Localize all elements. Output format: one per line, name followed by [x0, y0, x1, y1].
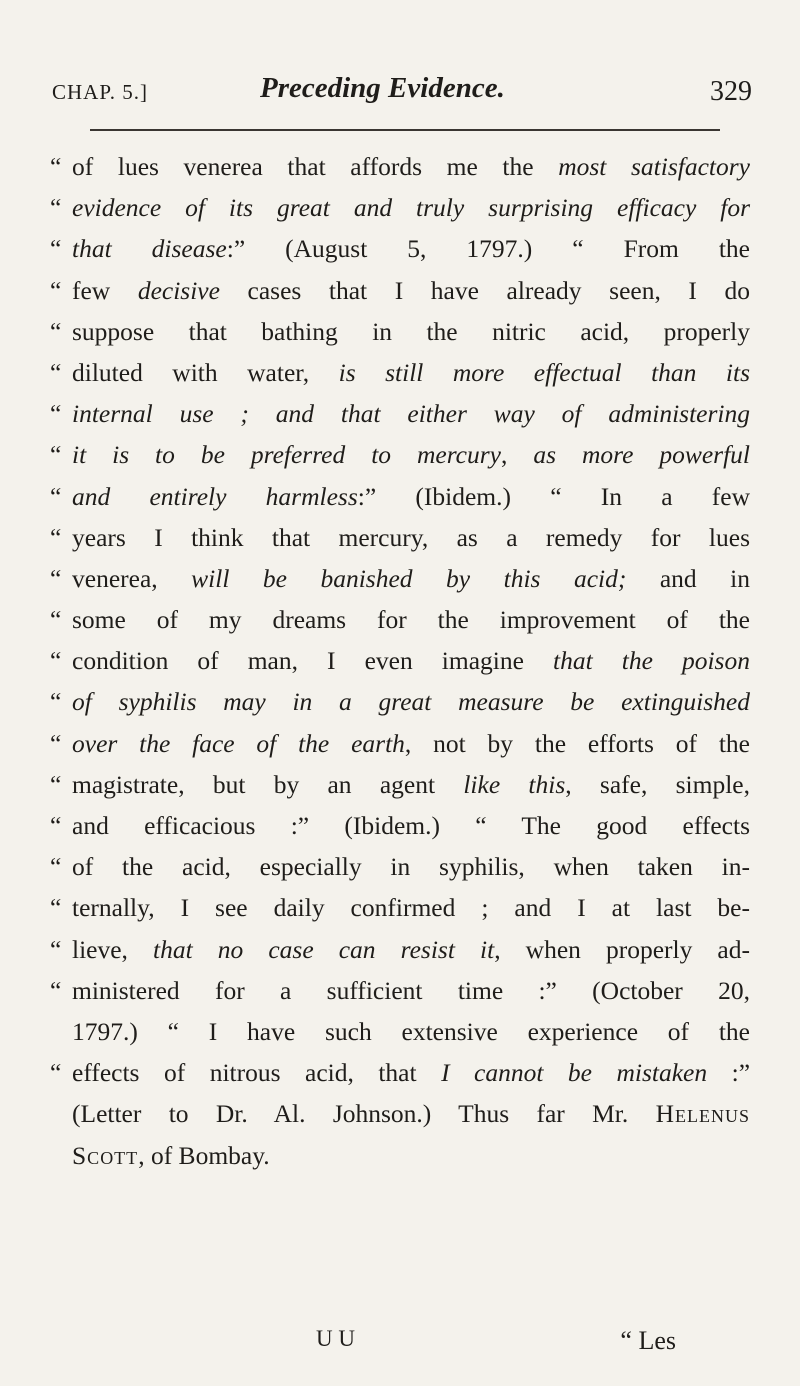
body-text	[50, 146, 750, 1176]
text-segment: magistrate, but by an agent	[72, 769, 464, 799]
text-line	[50, 1011, 750, 1052]
italic-segment: like this	[463, 769, 566, 799]
quote-mark	[50, 1093, 72, 1134]
text-segment: , safe, simple,	[565, 769, 750, 799]
quote-mark: “	[50, 646, 62, 676]
line-text	[72, 146, 750, 187]
text-line	[50, 970, 750, 1011]
line-text	[72, 434, 750, 475]
line-text	[72, 517, 750, 558]
text-segment: lieve,	[72, 934, 154, 964]
quote-mark: “	[50, 316, 62, 346]
text-line	[50, 434, 750, 475]
line-text	[72, 1093, 750, 1134]
italic-segment: that the poison	[553, 646, 750, 676]
text-segment: some of my dreams for the improvement of the	[72, 605, 750, 635]
text-line	[50, 723, 750, 764]
quote-mark: “	[50, 605, 62, 635]
quote-mark: “	[50, 934, 62, 964]
text-segment: and in	[626, 563, 750, 593]
text-segment: ,	[501, 440, 534, 470]
text-segment: ministered for a sufficient time :” (October 20,	[72, 975, 750, 1005]
italic-segment: over the face of the earth	[72, 728, 405, 758]
page-number: 329	[710, 76, 752, 107]
text-line	[50, 187, 750, 228]
line-text	[72, 929, 750, 970]
quote-mark: “	[50, 975, 62, 1005]
line-text	[72, 805, 750, 846]
line-text	[72, 681, 750, 722]
signature-mark: U U	[316, 1326, 355, 1351]
running-title: Preceding Evidence.	[260, 72, 505, 104]
quote-mark: “	[50, 687, 62, 717]
text-segment: years I think that mercury, as a remedy for lues	[72, 522, 750, 552]
italic-segment: and entirely harmless	[72, 481, 358, 511]
quote-mark: “	[50, 399, 62, 429]
text-segment: ternally, I see daily confirmed ; and I at last be-	[72, 893, 750, 923]
text-line	[50, 764, 750, 805]
text-line	[50, 558, 750, 599]
text-segment: Scott	[72, 1140, 139, 1170]
chapter-label: CHAP. 5.]	[52, 80, 148, 104]
text-line	[50, 640, 750, 681]
quote-mark: “	[50, 522, 62, 552]
line-text	[72, 599, 750, 640]
quote-mark: “	[50, 811, 62, 840]
italic-segment: of syphilis may in a great measure be extinguished	[72, 687, 750, 717]
catchword: “ Les	[620, 1326, 676, 1355]
text-segment: :” (August 5, 1797.) “ From the	[226, 234, 750, 264]
text-segment: :”	[707, 1058, 751, 1088]
italic-segment: decisive	[137, 275, 220, 305]
text-line	[50, 929, 750, 970]
text-line	[50, 681, 750, 722]
line-text	[72, 476, 750, 517]
text-segment: condition of man, I even imagine	[72, 646, 554, 676]
line-text	[72, 846, 750, 887]
line-text	[72, 1011, 750, 1052]
text-line	[50, 1052, 750, 1093]
text-line	[50, 599, 750, 640]
line-text	[72, 1052, 750, 1093]
text-segment: :” (Ibidem.) “ In a few	[357, 481, 751, 511]
quote-mark: “	[50, 193, 62, 223]
italic-segment: evidence of its great and truly surprising efficacy for	[72, 193, 750, 223]
italic-segment: will be banished by this acid;	[191, 563, 627, 593]
text-line	[50, 846, 750, 887]
quote-mark	[50, 1011, 72, 1052]
text-segment: diluted with water,	[72, 357, 339, 387]
italic-segment: that no case can resist it	[153, 934, 495, 964]
quote-mark: “	[50, 357, 62, 387]
quote-mark: “	[50, 152, 62, 181]
line-text	[72, 393, 750, 434]
text-line	[50, 311, 750, 352]
text-segment: venerea,	[72, 563, 192, 593]
line-text	[72, 558, 750, 599]
text-line	[50, 270, 750, 311]
quote-mark: “	[50, 563, 62, 593]
text-line	[50, 887, 750, 928]
text-line	[50, 517, 750, 558]
text-line	[50, 393, 750, 434]
line-text	[72, 352, 750, 393]
italic-segment: it is to be preferred to mercury	[72, 440, 501, 470]
line-text	[72, 187, 750, 228]
text-segment: of lues venerea that affords me the	[72, 152, 559, 181]
quote-mark: “	[50, 769, 62, 799]
italic-segment: that disease	[72, 234, 227, 264]
text-segment: 1797.) “ I have such extensive experience of the	[72, 1016, 750, 1046]
text-line	[50, 1135, 750, 1176]
text-line	[50, 805, 750, 846]
text-segment: , not by the efforts of the	[404, 728, 750, 758]
text-segment: of the acid, especially in syphilis, when taken in-	[72, 852, 750, 882]
line-text	[72, 723, 750, 764]
line-text	[72, 311, 750, 352]
text-segment: , of Bombay.	[138, 1140, 270, 1170]
text-segment: suppose that bathing in the nitric acid, properly	[72, 316, 750, 346]
quote-mark: “	[50, 275, 62, 305]
quote-mark: “	[50, 893, 62, 923]
line-text	[72, 640, 750, 681]
line-text	[72, 764, 750, 805]
quote-mark: “	[50, 728, 62, 758]
text-line	[50, 228, 750, 269]
text-line	[50, 476, 750, 517]
text-segment: (Letter to Dr. Al. Johnson.) Thus far Mr.	[72, 1099, 656, 1129]
italic-segment: as more powerful	[533, 440, 751, 470]
quote-mark: “	[50, 852, 62, 882]
text-segment: Helenus	[655, 1099, 750, 1129]
quote-mark: “	[50, 234, 62, 264]
italic-segment: most satisfactory	[558, 152, 750, 181]
line-text	[72, 1135, 750, 1176]
text-line	[50, 146, 750, 187]
quote-mark: “	[50, 440, 62, 470]
quote-mark: “	[50, 1058, 62, 1088]
header-rule	[90, 129, 720, 131]
page-header	[52, 72, 752, 112]
line-text	[72, 270, 750, 311]
line-text	[72, 887, 750, 928]
text-segment: , when properly ad-	[494, 934, 750, 964]
quote-mark	[50, 1135, 72, 1176]
quote-mark: “	[50, 481, 62, 511]
text-segment: and efficacious :” (Ibidem.) “ The good effects	[72, 811, 750, 840]
text-segment: few	[72, 275, 138, 305]
italic-segment: internal use ; and that either way of administering	[72, 399, 750, 429]
line-text	[72, 970, 750, 1011]
text-segment: effects of nitrous acid, that	[72, 1058, 442, 1088]
italic-segment: is still more effectual than its	[338, 357, 751, 387]
italic-segment: I cannot be mistaken	[441, 1058, 708, 1088]
text-line	[50, 352, 750, 393]
text-line	[50, 1093, 750, 1134]
text-segment: cases that I have already seen, I do	[219, 275, 750, 305]
line-text	[72, 228, 750, 269]
